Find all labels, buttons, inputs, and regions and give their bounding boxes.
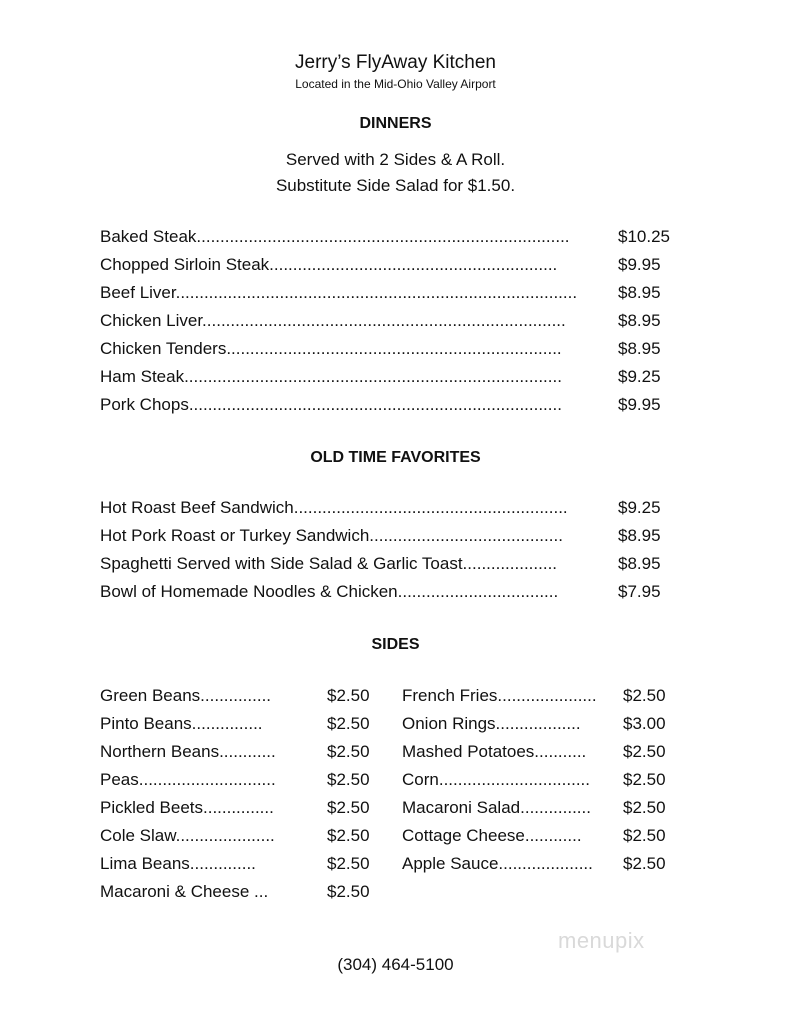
dinner-price-pork-chops: $9.95	[618, 395, 661, 414]
side-item-green-beans: Green Beans...............	[100, 686, 272, 705]
side-price-cole-slaw: $2.50	[327, 826, 370, 845]
side-price-macaroni-cheese: $2.50	[327, 882, 370, 901]
side-price-peas: $2.50	[327, 770, 370, 789]
side-item-corn: Corn................................	[402, 770, 590, 789]
favorites-heading: OLD TIME FAVORITES	[310, 449, 481, 466]
side-price-onion-rings: $3.00	[623, 714, 666, 733]
favorite-item-hot-pork-roast: Hot Pork Roast or Turkey Sandwich.........................................	[100, 526, 563, 545]
dinner-price-beef-liver: $8.95	[618, 283, 661, 302]
side-item-macaroni-salad: Macaroni Salad...............	[402, 798, 591, 817]
side-price-mashed-potatoes: $2.50	[623, 742, 666, 761]
dinner-item-chicken-tenders: Chicken Tenders.......................................................................	[100, 339, 562, 358]
side-item-pinto-beans: Pinto Beans...............	[100, 714, 263, 733]
dinner-item-pork-chops: Pork Chops...............................................................................	[100, 395, 562, 414]
side-price-green-beans: $2.50	[327, 686, 370, 705]
dinner-price-chicken-tenders: $8.95	[618, 339, 661, 358]
dinners-note-line-1: Served with 2 Sides & A Roll.	[285, 150, 506, 169]
dinner-price-chopped-sirloin: $9.95	[618, 255, 661, 274]
favorite-item-spaghetti: Spaghetti Served with Side Salad & Garlic Toast....................	[100, 554, 558, 573]
side-item-peas: Peas.............................	[100, 770, 276, 789]
side-price-french-fries: $2.50	[623, 686, 666, 705]
side-price-northern-beans: $2.50	[327, 742, 370, 761]
favorite-item-hot-roast-beef: Hot Roast Beef Sandwich..........................................................	[100, 498, 568, 517]
side-item-macaroni-cheese: Macaroni & Cheese ...	[100, 882, 269, 901]
dinner-item-beef-liver: Beef Liver.....................................................................................	[100, 283, 578, 302]
sides-heading: SIDES	[371, 636, 420, 653]
favorite-price-hot-pork-roast: $8.95	[618, 526, 661, 545]
dinner-price-ham-steak: $9.25	[618, 367, 661, 386]
side-price-pinto-beans: $2.50	[327, 714, 370, 733]
side-price-pickled-beets: $2.50	[327, 798, 370, 817]
side-item-cottage-cheese: Cottage Cheese............	[402, 826, 582, 845]
dinner-item-chopped-sirloin: Chopped Sirloin Steak.............................................................	[100, 255, 558, 274]
side-item-mashed-potatoes: Mashed Potatoes...........	[402, 742, 587, 761]
side-item-pickled-beets: Pickled Beets...............	[100, 798, 274, 817]
restaurant-name: Jerry’s FlyAway Kitchen	[295, 52, 496, 73]
favorite-item-noodles-chicken: Bowl of Homemade Noodles & Chicken..................................	[100, 582, 559, 601]
dinners-heading: DINNERS	[359, 115, 432, 132]
side-price-cottage-cheese: $2.50	[623, 826, 666, 845]
side-item-lima-beans: Lima Beans..............	[100, 854, 256, 873]
side-item-french-fries: French Fries.....................	[402, 686, 597, 705]
favorite-price-hot-roast-beef: $9.25	[618, 498, 661, 517]
side-price-corn: $2.50	[623, 770, 666, 789]
dinner-price-baked-steak: $10.25	[618, 227, 670, 246]
dinner-item-chicken-liver: Chicken Liver.............................................................................	[100, 311, 566, 330]
favorite-price-noodles-chicken: $7.95	[618, 582, 661, 601]
menupix-watermark: menupix	[558, 928, 645, 953]
side-item-apple-sauce: Apple Sauce....................	[402, 854, 593, 873]
dinners-note-line-2: Substitute Side Salad for $1.50.	[275, 176, 516, 195]
dinner-item-ham-steak: Ham Steak................................................................................	[100, 367, 562, 386]
side-price-apple-sauce: $2.50	[623, 854, 666, 873]
side-item-northern-beans: Northern Beans............	[100, 742, 276, 761]
dinner-item-baked-steak: Baked Steak...............................................................................	[100, 227, 570, 246]
side-item-cole-slaw: Cole Slaw.....................	[100, 826, 275, 845]
side-price-lima-beans: $2.50	[327, 854, 370, 873]
side-price-macaroni-salad: $2.50	[623, 798, 666, 817]
favorite-price-spaghetti: $8.95	[618, 554, 661, 573]
side-item-onion-rings: Onion Rings..................	[402, 714, 581, 733]
restaurant-location: Located in the Mid-Ohio Valley Airport	[295, 77, 496, 91]
dinner-price-chicken-liver: $8.95	[618, 311, 661, 330]
phone-number: (304) 464-5100	[337, 955, 454, 974]
